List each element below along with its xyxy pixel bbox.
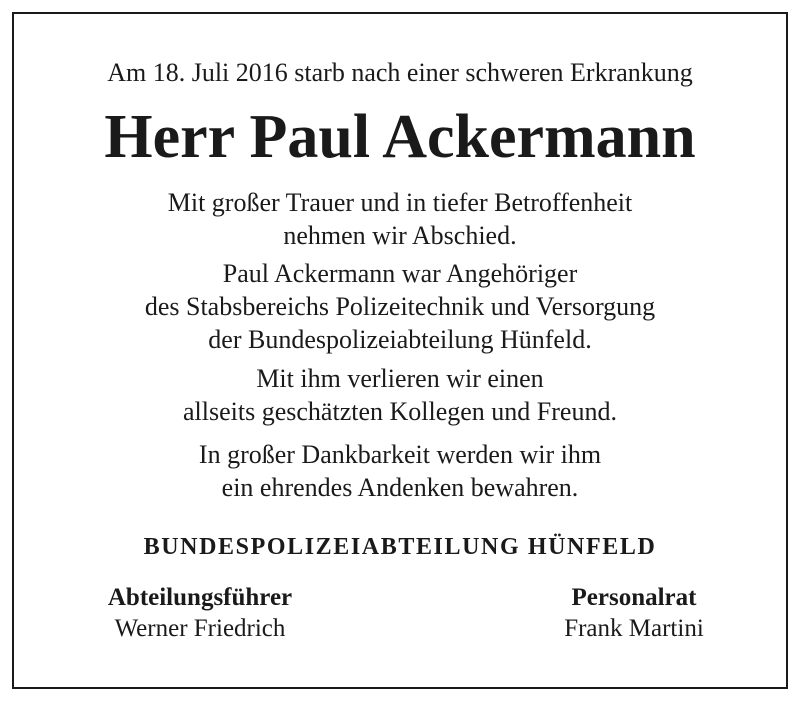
paragraph-line: nehmen wir Abschied. <box>283 221 517 250</box>
signatory-role: Personalrat <box>571 584 697 611</box>
paragraph-gratitude <box>0 438 800 504</box>
organization-name: BUNDESPOLIZEIABTEILUNG HÜNFELD <box>143 534 657 560</box>
intro-line: Am 18. Juli 2016 starb nach einer schweren Erkrankung <box>107 58 693 87</box>
deceased-name: Herr Paul Ackermann <box>104 103 696 171</box>
paragraph-line: In großer Dankbarkeit werden wir ihm <box>198 440 602 469</box>
paragraph-line: ein ehrendes Andenken bewahren. <box>221 473 579 502</box>
paragraph-line: allseits geschätzten Kollegen und Freund. <box>183 397 617 426</box>
paragraph-line: des Stabsbereichs Polizeitechnik und Versorgung <box>144 292 656 321</box>
signatory-left <box>95 582 305 644</box>
signatory-right <box>552 582 716 644</box>
paragraph-line: Mit ihm verlieren wir einen <box>256 364 544 393</box>
signatory-name: Werner Friedrich <box>114 615 286 642</box>
paragraph-affiliation <box>0 257 800 356</box>
paragraph-farewell <box>0 186 800 252</box>
paragraph-line: Paul Ackermann war Angehöriger <box>222 259 578 288</box>
paragraph-line: der Bundespolizeiabteilung Hünfeld. <box>208 325 592 354</box>
signatory-name: Frank Martini <box>564 615 704 642</box>
paragraph-line: Mit großer Trauer und in tiefer Betroffenheit <box>167 188 633 217</box>
signatory-role: Abteilungsführer <box>107 584 293 611</box>
paragraph-loss <box>0 362 800 428</box>
